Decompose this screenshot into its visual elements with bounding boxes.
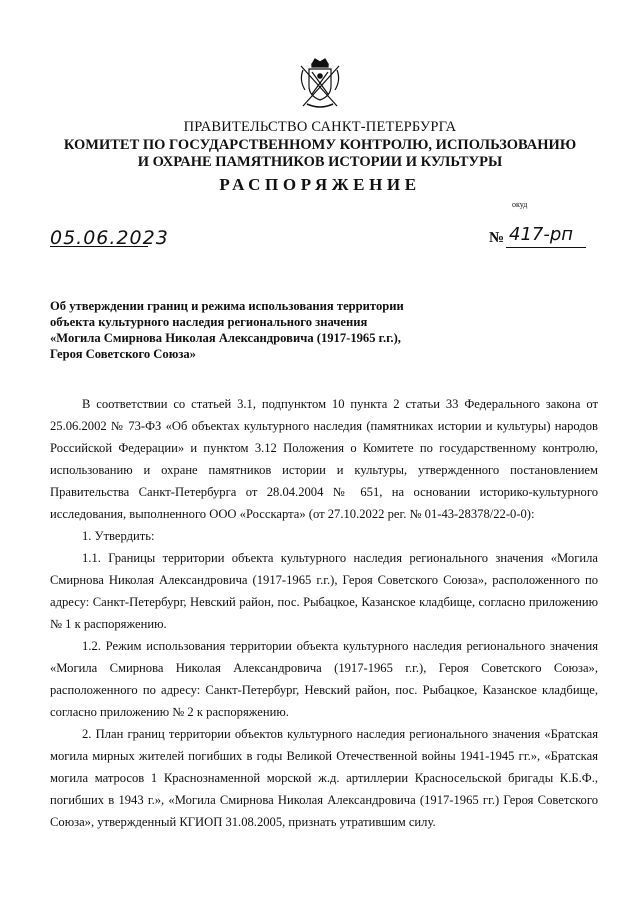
subject-line: Об утверждении границ и режима использования территории [50, 299, 404, 313]
body-paragraph: В соответствии со статьей 3.1, подпунктом 10 пункта 2 статьи 33 Федерального закона от 25.06.2002 № 73-ФЗ «Об объектах культурного наследия (памятниках истории и культуры) народов Российской Федерации» и пунктом 3.12 Положения о Комитете по государственному контролю, использованию и охране памятников истории и культуры, утвержденного постановлением Правительства Санкт-Петербурга от 28.04.2004 № 651, на основании историко-культурного исследования, выполненного ООО «Росскарта» (от 27.10.2022 рег. № 01-43-28378/22-0-0): [50, 397, 598, 521]
date-underline [50, 246, 148, 247]
body-paragraph: 1. Утвердить: [82, 529, 155, 543]
document-type: РАСПОРЯЖЕНИЕ [219, 175, 421, 194]
committee-name [0, 137, 640, 171]
subject-line: объекта культурного наследия регионального значения [50, 315, 368, 329]
subject-line: Героя Советского Союза» [50, 347, 196, 361]
okud-label: окуд [512, 200, 528, 209]
body-paragraph: 2. План границ территории объектов культурного наследия регионального значения «Братская могила мирных жителей погибших в годы Великой Отечественной войны 1941-1945 гг.», «Братская могила матросов 1 Краснознаменной морской ж.д. артиллерии Красносельской бригады К.Б.Ф., погибших в 1943 г.», «Могила Смирнова Николая Александровича (1917-1965 гг.) Героя Советского Союза», утвержденный КГИОП 31.08.2005, признать утратившим силу. [50, 727, 598, 829]
body-paragraph: 1.1. Границы территории объекта культурного наследия регионального значения «Могила Смирнова Николая Александровича (1917-1965 г.г.), Героя Советского Союза», расположенного по адресу: Санкт-Петербург, Невский район, пос. Рыбацкое, Казанское кладбище, согласно приложению № 1 к распоряжению. [50, 551, 598, 631]
number-sign: № [489, 230, 505, 246]
committee-line-2: И ОХРАНЕ ПАМЯТНИКОВ ИСТОРИИ И КУЛЬТУРЫ [137, 154, 503, 170]
coat-of-arms-icon [297, 56, 343, 112]
document-subject [50, 298, 450, 362]
subject-line: «Могила Смирнова Николая Александровича (1917-1965 г.г.), [50, 331, 401, 345]
government-name: ПРАВИТЕЛЬСТВО САНКТ-ПЕТЕРБУРГА [183, 119, 457, 135]
document-body [50, 393, 598, 833]
document-number-sign [489, 229, 504, 247]
document-date: 05.06.2023 [50, 227, 169, 249]
body-paragraph: 1.2. Режим использования территории объекта культурного наследия регионального значения «Могила Смирнова Николая Александровича (1917-1965 г.г.), Героя Советского Союза», расположенного по адресу: Санкт-Петербург, Невский район, пос. Рыбацкое, Казанское кладбище, согласно приложению № 2 к распоряжению. [50, 639, 598, 719]
number-underline [506, 247, 586, 248]
document-number: 417-рп [509, 224, 574, 245]
committee-line-1: КОМИТЕТ ПО ГОСУДАРСТВЕННОМУ КОНТРОЛЮ, ИСПОЛЬЗОВАНИЮ [63, 137, 577, 153]
